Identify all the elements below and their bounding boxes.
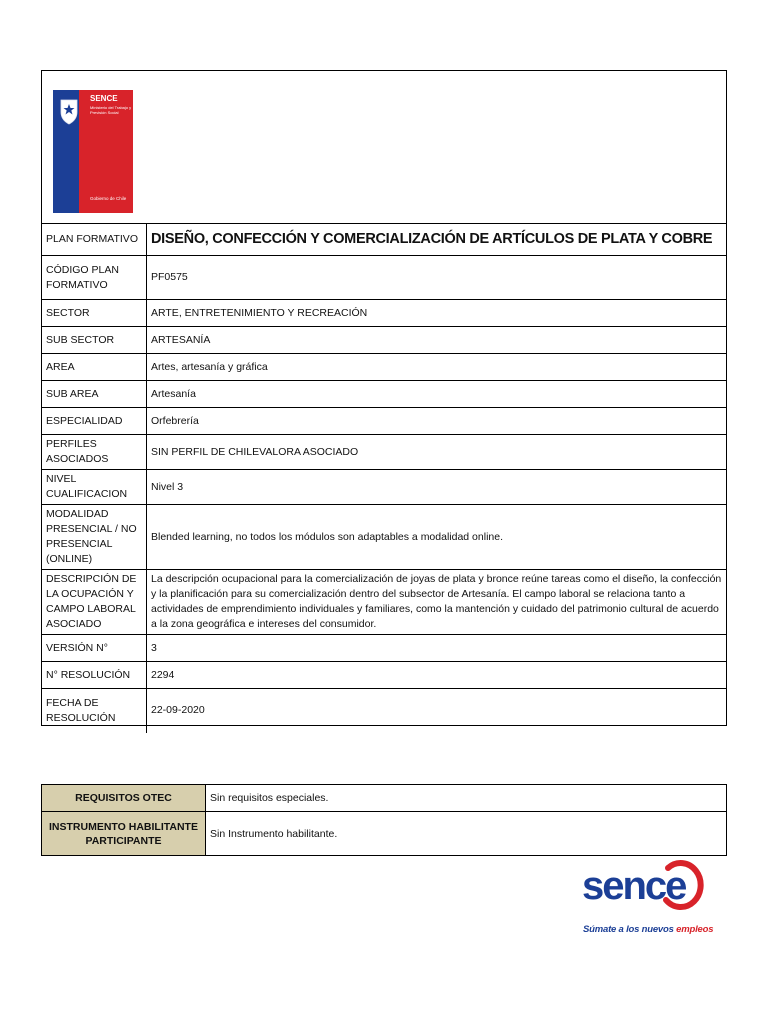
row-value: La descripción ocupacional para la comercialización de joyas de plata y bronce reúne tareas como el diseño, la confección y la planificación para su comercialización dentro del subsector de Artesanía. El campo laboral se relaciona tanto a actividades de emprendimiento individuales y familiares, como la mantención y cuidado del patrimonio cultural de acuerdo a la zona geográfica e intereses del consumidor. bbox=[147, 570, 727, 635]
row-label: DESCRIPCIÓN DE LA OCUPACIÓN Y CAMPO LABORAL ASOCIADO bbox=[42, 570, 147, 635]
row-value: Artesanía bbox=[147, 381, 727, 408]
row-label: PERFILES ASOCIADOS bbox=[42, 435, 147, 470]
brand-wordmark-end: e bbox=[665, 864, 686, 908]
row-value: ARTE, ENTRETENIMIENTO Y RECREACIÓN bbox=[147, 300, 727, 327]
row-label: CÓDIGO PLAN FORMATIVO bbox=[42, 256, 147, 300]
table-row bbox=[42, 505, 726, 570]
requirements-table bbox=[41, 784, 727, 856]
table-row bbox=[42, 635, 726, 662]
row-label: ESPECIALIDAD bbox=[42, 408, 147, 435]
row-value: 3 bbox=[147, 635, 727, 662]
row-value: PF0575 bbox=[147, 256, 727, 300]
row-label: SECTOR bbox=[42, 300, 147, 327]
brand-tagline-start: Súmate a los nuevos bbox=[583, 924, 677, 935]
plan-title: DISEÑO, CONFECCIÓN Y COMERCIALIZACIÓN DE ARTÍCULOS DE PLATA Y COBRE bbox=[147, 224, 727, 256]
requirement-label: INSTRUMENTO HABILITANTE PARTICIPANTE bbox=[42, 812, 206, 856]
row-value: Blended learning, no todos los módulos son adaptables a modalidad online. bbox=[147, 505, 727, 570]
row-value: SIN PERFIL DE CHILEVALORA ASOCIADO bbox=[147, 435, 727, 470]
row-label: VERSIÓN N° bbox=[42, 635, 147, 662]
table-row bbox=[42, 662, 726, 689]
coat-of-arms-icon bbox=[57, 96, 81, 126]
row-value: 22-09-2020 bbox=[147, 689, 727, 733]
row-value: Nivel 3 bbox=[147, 470, 727, 505]
row-label: SUB AREA bbox=[42, 381, 147, 408]
table-row bbox=[42, 300, 726, 327]
requirement-value: Sin requisitos especiales. bbox=[206, 785, 727, 812]
row-value: Orfebrería bbox=[147, 408, 727, 435]
table-row bbox=[42, 812, 727, 856]
table-row bbox=[42, 354, 726, 381]
table-row bbox=[42, 570, 726, 635]
table-row bbox=[42, 381, 726, 408]
row-label: N° RESOLUCIÓN bbox=[42, 662, 147, 689]
row-value: Artes, artesanía y gráfica bbox=[147, 354, 727, 381]
logo-government-text: Gobierno de Chile bbox=[90, 196, 127, 201]
logo-ministry-text: Ministerio del Trabajo y Previsión Social bbox=[90, 105, 132, 115]
table-row bbox=[42, 470, 726, 505]
row-label: PLAN FORMATIVO bbox=[42, 224, 147, 256]
table-row bbox=[42, 689, 726, 733]
requirement-value: Sin Instrumento habilitante. bbox=[206, 812, 727, 856]
table-row bbox=[42, 435, 726, 470]
row-label: SUB SECTOR bbox=[42, 327, 147, 354]
table-row bbox=[42, 224, 726, 256]
row-value: 2294 bbox=[147, 662, 727, 689]
table-row bbox=[42, 256, 726, 300]
table-row bbox=[42, 408, 726, 435]
brand-tagline bbox=[583, 924, 713, 935]
brand-tagline-highlight: empleos bbox=[676, 924, 714, 935]
row-label: AREA bbox=[42, 354, 147, 381]
requirement-label: REQUISITOS OTEC bbox=[42, 785, 206, 812]
table-row bbox=[42, 327, 726, 354]
row-label: NIVEL CUALIFICACION bbox=[42, 470, 147, 505]
table-row bbox=[42, 785, 727, 812]
brand-ring-icon bbox=[660, 856, 704, 912]
row-label: MODALIDAD PRESENCIAL / NO PRESENCIAL (ONLINE) bbox=[42, 505, 147, 570]
plan-info-table bbox=[42, 223, 726, 733]
row-label: FECHA DE RESOLUCIÓN bbox=[42, 689, 147, 733]
sence-brand-logo bbox=[582, 856, 712, 946]
logo-sence-text: SENCE bbox=[90, 94, 118, 103]
row-value: ARTESANÍA bbox=[147, 327, 727, 354]
sence-ministry-logo bbox=[53, 90, 133, 213]
brand-wordmark-main: senc bbox=[582, 864, 666, 908]
plan-sheet bbox=[41, 70, 727, 726]
